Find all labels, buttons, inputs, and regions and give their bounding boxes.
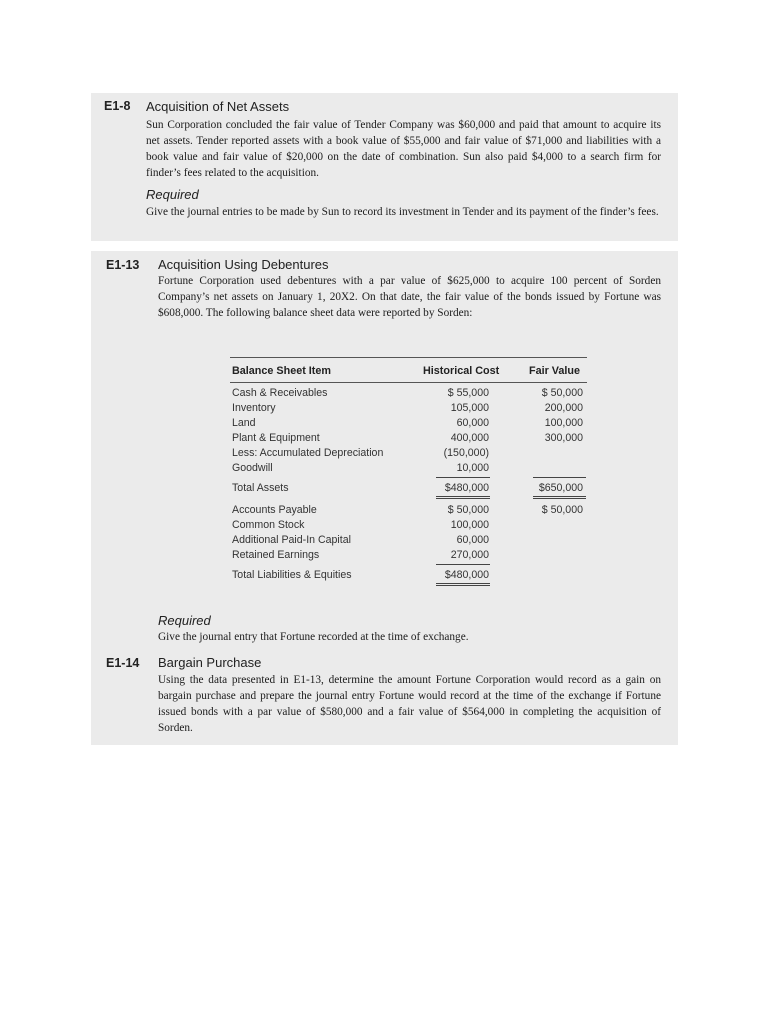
exercise-e1-8	[91, 93, 678, 241]
exercise-title: Bargain Purchase	[158, 655, 262, 670]
required-text: Give the journal entries to be made by Sun to record its investment in Tender and its payment of the finder’s fees.	[146, 206, 659, 218]
subtotal-rule	[436, 477, 490, 478]
total-liabilities-historical: $480,000	[444, 569, 489, 581]
row-historical: 10,000	[456, 462, 489, 474]
required-heading: Required	[146, 187, 199, 202]
row-historical: 60,000	[456, 417, 489, 429]
row-item: Land	[232, 417, 256, 429]
exercise-e1-13-e1-14	[91, 251, 678, 745]
row-item: Plant & Equipment	[232, 432, 320, 444]
row-historical: $ 50,000	[447, 504, 489, 516]
exercise-number: E1-14	[106, 656, 140, 670]
row-historical: 100,000	[450, 519, 489, 531]
row-item: Less: Accumulated Depreciation	[232, 447, 384, 459]
row-item: Inventory	[232, 402, 276, 414]
row-fair: 300,000	[544, 432, 583, 444]
row-fair: $ 50,000	[541, 387, 583, 399]
exercise-body: Sun Corporation concluded the fair value of Tender Company was $60,000 and paid that amount to acquire its net assets. Tender reported assets with a book value of $55,000 and fair value of $71,000 and liabilities with a book value and fair value of $20,000 on the date of combination. Sun also paid $4,000 to a search firm for finder’s fees related to the acquisition.	[146, 119, 661, 179]
row-item: Goodwill	[232, 462, 273, 474]
total-assets-fair: $650,000	[538, 482, 583, 494]
row-historical: 400,000	[450, 432, 489, 444]
row-historical: $ 55,000	[447, 387, 489, 399]
row-historical: 105,000	[450, 402, 489, 414]
subtotal-rule-fair	[533, 477, 586, 478]
total-liabilities-label: Total Liabilities & Equities	[232, 569, 352, 581]
required-heading: Required	[158, 613, 211, 628]
row-historical: 270,000	[450, 549, 489, 561]
exercise-body: Fortune Corporation used debentures with a par value of $625,000 to acquire 100 percent of Sorden Company’s net assets on January 1, 20X2. On that date, the fair value of the bonds issued by Fortune was $608,000. The following balance sheet data were reported by Sorden:	[158, 275, 661, 319]
total-double-rule	[436, 583, 490, 586]
header-item: Balance Sheet Item	[232, 365, 332, 377]
table-top-rule	[230, 357, 587, 358]
row-item: Accounts Payable	[232, 504, 317, 516]
header-fair-value: Fair Value	[529, 365, 581, 377]
exercise-number: E1-8	[104, 99, 131, 113]
header-rule	[230, 382, 587, 383]
subtotal-rule	[436, 564, 490, 565]
exercise-title: Acquisition of Net Assets	[146, 99, 290, 114]
exercise-number: E1-13	[106, 258, 140, 272]
total-assets-historical: $480,000	[444, 482, 489, 494]
row-historical: (150,000)	[443, 447, 489, 459]
row-item: Common Stock	[232, 519, 305, 531]
row-item: Retained Earnings	[232, 549, 320, 561]
row-fair: 200,000	[544, 402, 583, 414]
row-fair: $ 50,000	[541, 504, 583, 516]
total-double-rule-fair	[533, 496, 586, 499]
row-fair: 100,000	[544, 417, 583, 429]
required-text: Give the journal entry that Fortune recorded at the time of exchange.	[158, 631, 469, 643]
row-item: Cash & Receivables	[232, 387, 328, 399]
exercise-title: Acquisition Using Debentures	[158, 257, 329, 272]
exercise-body: Using the data presented in E1-13, determine the amount Fortune Corporation would record as a gain on bargain purchase and prepare the journal entry Fortune would record at the time of the exchange if Fortune issued bonds with a par value of $580,000 and a fair value of $564,000 in completing the acquisition of Sorden.	[158, 674, 661, 734]
total-assets-label: Total Assets	[232, 482, 289, 494]
header-historical: Historical Cost	[423, 365, 500, 377]
row-historical: 60,000	[456, 534, 489, 546]
total-double-rule	[436, 496, 490, 499]
row-item: Additional Paid-In Capital	[232, 534, 351, 546]
